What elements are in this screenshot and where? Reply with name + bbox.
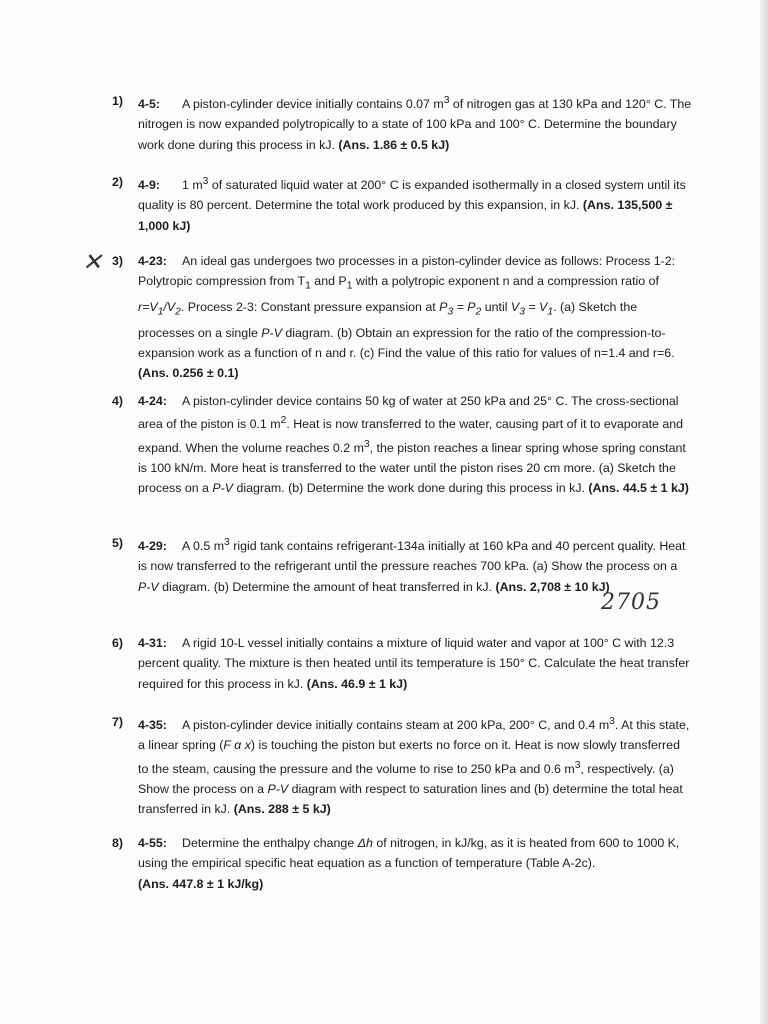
problem-number: 2) [112,175,124,189]
problem-number: 8) [112,836,124,850]
problem-code: 4-55: [138,836,167,850]
problem-answer: (Ans. 44.5 ± 1 kJ) [588,481,689,496]
problem-text: 4-5: A piston-cylinder device initially contains 0.07 $m^3$ of nitrogen gas at 130 kPa and 120° C. The nitrogen is now expanded polytropically to a state of 100 kPa and 100° C. Determine the boundary work done during this process in kJ. (Ans. 1.86 ± 0.5 kJ) [138,95,692,152]
problem-code: 4-5: [138,97,161,112]
handwritten-star-mark: ✕ [82,248,103,276]
problem-number: 1) [112,94,124,108]
problem-answer: (Ans. 1.86 ± 0.5 kJ) [338,137,450,152]
problem-text: 4-23: An ideal gas undergoes two processes in a piston-cylinder device as follows: Process 1-2: Polytropic compression from $T_1$ and $P_1$ with a polytropic exponent n and a compression ratio of $r=V_1/V_2$. Process 2-3: Constant pressure expansion at $P_3 = P_2$ until $V_3 = V_1$. (a) Sketch the processes on a single P-V diagram. (b) Obtain an expression for the ratio of the compression-to-expansion work as a function of n and r. (c) Find the value of this ratio for values of n=1.4 and r=6. (Ans. 0.256 ± 0.1) [138,251,692,384]
problem-answer: (Ans. 46.9 ± 1 kJ) [306,676,408,691]
problem-code: 4-9: [138,178,161,193]
problem-code: 4-24: [138,394,167,408]
problem-answer: (Ans. 288 ± 5 kJ) [233,802,331,817]
problem-code: 4-29: [138,539,167,554]
problem-answer: (Ans. 2,708 ± 10 kJ) [495,579,610,594]
problem-text: 4-9: 1 $m^3$ of saturated liquid water at 200° C is expanded isothermally in a closed system until its quality is 80 percent. Determine the total work produced by this expansion, in kJ. (Ans. 135,500 ± 1,000 kJ) [138,176,686,233]
scan-page-edge [760,0,768,1024]
handwritten-value-note: 2705 [601,590,661,615]
problem-code: 4-35: [138,718,167,733]
problem-code: 4-23: [138,254,167,268]
problem-text: 4-31: A rigid 10-L vessel initially contains a mixture of liquid water and vapor at 100° C with 12.3 percent quality. The mixture is then heated until its temperature is 150° C. Calculate the heat transfer required for this process in kJ. (Ans. 46.9 ± 1 kJ) [138,633,692,694]
problem-number: 6) [112,636,124,650]
problem-4 [112,391,692,499]
problem-number: 3) [112,254,124,268]
problem-6 [112,633,692,694]
problem-number: 5) [112,536,124,550]
problem-answer: (Ans. 135,500 ± 1,000 kJ) [138,198,673,233]
problem-answer: (Ans. 447.8 ± 1 kJ/kg) [138,876,264,891]
problem-8 [112,833,692,894]
problem-2 [112,172,692,236]
problem-7 [112,712,692,820]
problem-3 [112,251,692,384]
problem-text: 4-55: Determine the enthalpy change Δh of nitrogen, in kJ/kg, as it is heated from 600 to 1000 K, using the empirical specific heat equation as a function of temperature (Table A-2c). (Ans. 447.8 ± 1 kJ/kg) [138,833,692,894]
problem-answer: (Ans. 0.256 ± 0.1) [138,366,239,381]
problem-text: 4-35: A piston-cylinder device initially contains steam at 200 kPa, 200° C, and 0.4 $m^3$. At this state, a linear spring (F α x) is touching the piston but exerts no force on it. Heat is now slowly transferred to the steam, causing the pressure and the volume to rise to 250 kPa and 0.6 $m^3$, respectively. (a) Show the process on a P-V diagram with respect to saturation lines and (b) determine the total heat transferred in kJ. (Ans. 288 ± 5 kJ) [138,716,690,817]
problem-text: 4-29: A 0.5 $m^3$ rigid tank contains refrigerant-134a initially at 160 kPa and 40 percent quality. Heat is now transferred to the refrigerant until the pressure reaches 700 kPa. (a) Show the process on a P-V diagram. (b) Determine the amount of heat transferred in kJ. (Ans. 2,708 ± 10 kJ) [138,537,686,594]
problem-text: 4-24: A piston-cylinder device contains 50 kg of water at 250 kPa and 25° C. The cross-sectional area of the piston is 0.1 $m^2$. Heat is now transferred to the water, causing part of it to evaporate and expand. When the volume reaches 0.2 $m^3$, the piston reaches a linear spring whose spring constant is 100 kN/m. More heat is transferred to the water until the piston rises 20 cm more. (a) Sketch the process on a P-V diagram. (b) Determine the work done during this process in kJ. (Ans. 44.5 ± 1 kJ) [138,391,692,499]
problem-code: 4-31: [138,636,167,650]
problem-number: 7) [112,715,124,729]
problem-5 [112,533,692,597]
problem-number: 4) [112,394,124,408]
problem-1 [112,91,692,155]
